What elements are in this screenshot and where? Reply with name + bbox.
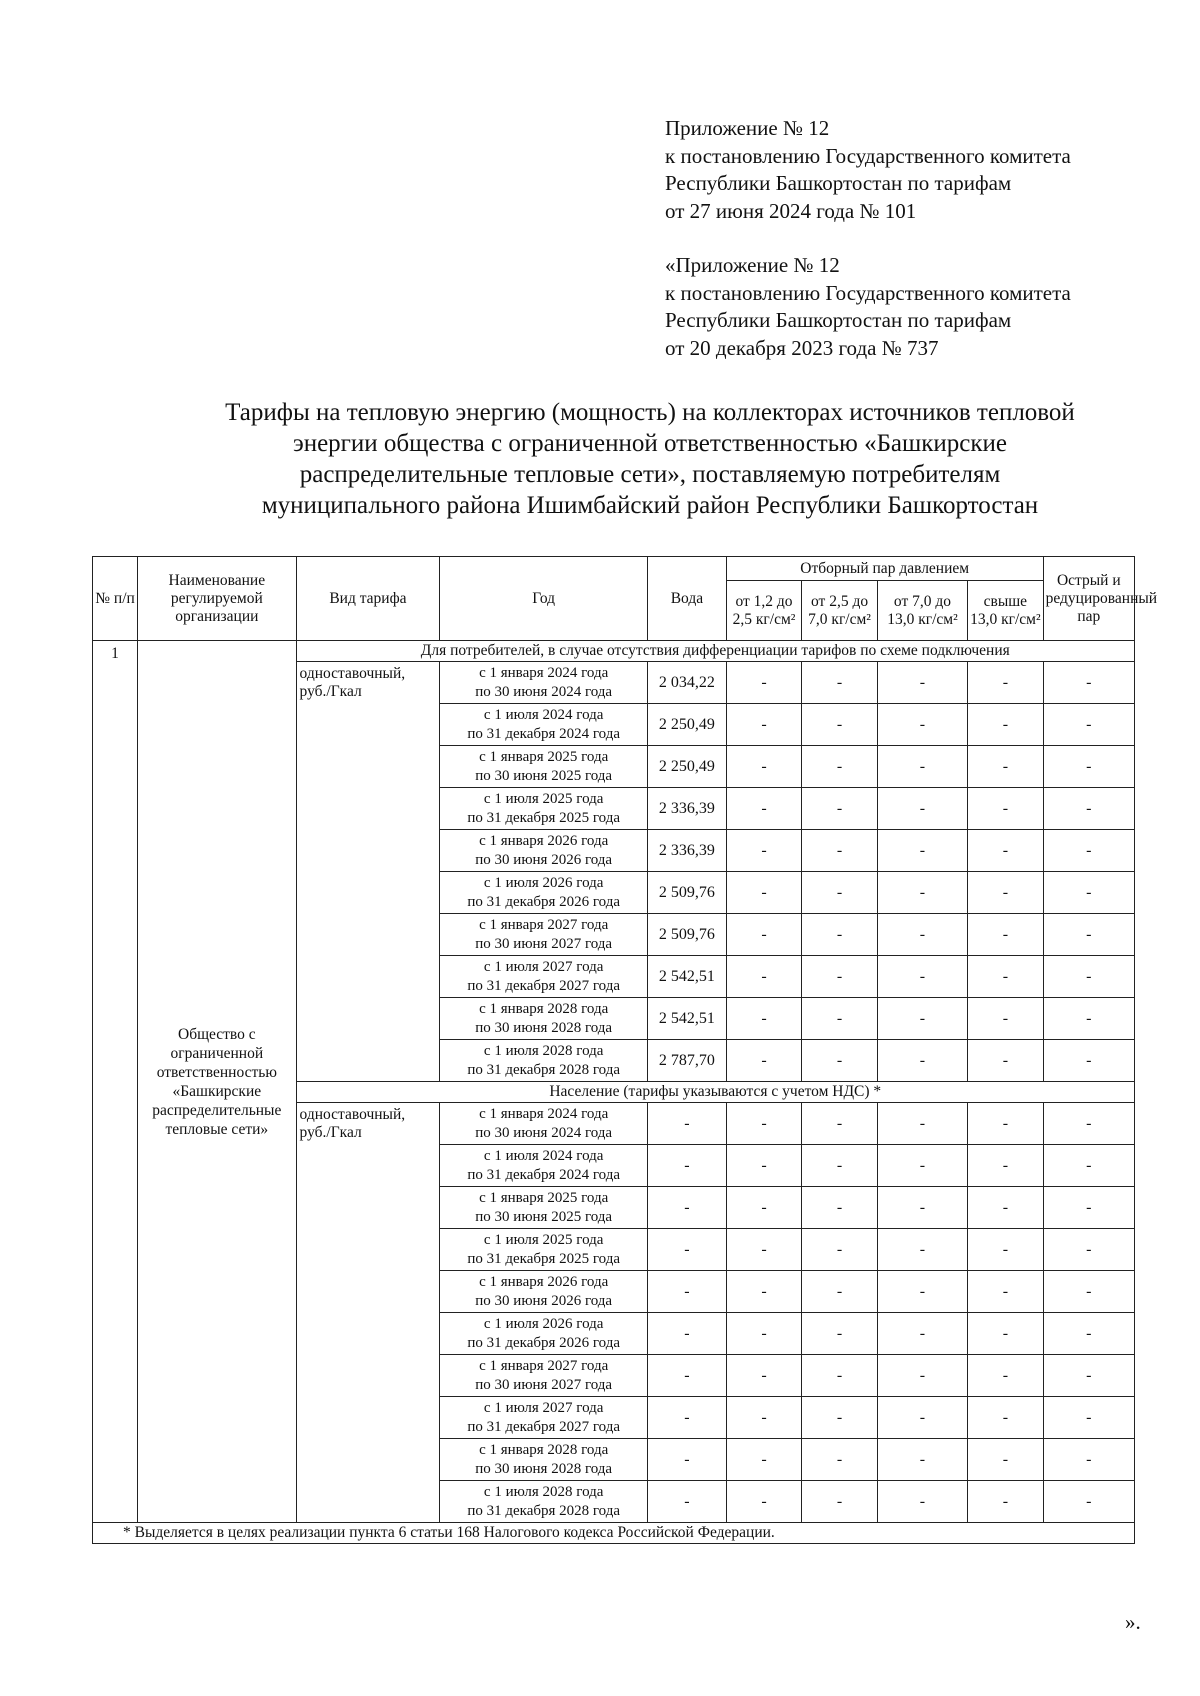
sharp-steam-value-cell: - [1043, 1145, 1134, 1187]
steam-value-cell: - [968, 830, 1044, 872]
sharp-steam-value-cell: - [1043, 872, 1134, 914]
steam-value-cell: - [968, 1481, 1044, 1523]
water-value-cell: - [648, 1481, 727, 1523]
steam-value-cell: - [726, 956, 802, 998]
water-value-cell: - [648, 1187, 727, 1229]
water-value-cell: - [648, 1439, 727, 1481]
period-end: по 30 июня 2026 года [475, 1292, 613, 1309]
steam-value-cell: - [877, 914, 967, 956]
header-steam-2: от 2,5 до 7,0 кг/см² [802, 581, 878, 641]
water-value-cell: - [648, 1145, 727, 1187]
water-value-cell: 2 250,49 [648, 746, 727, 788]
steam-value-cell: - [726, 1145, 802, 1187]
steam-value-cell: - [968, 746, 1044, 788]
water-value-cell: - [648, 1397, 727, 1439]
sharp-steam-value-cell: - [1043, 998, 1134, 1040]
steam-value-cell: - [802, 1439, 878, 1481]
section-label: Для потребителей, в случае отсутствия дифференциации тарифов по схеме подключения [296, 641, 1134, 662]
period-start: с 1 января 2027 года [479, 1357, 609, 1374]
period-cell [440, 1397, 648, 1439]
header-water: Вода [648, 557, 727, 641]
period-cell [440, 830, 648, 872]
appendix-current [665, 115, 1071, 225]
steam-value-cell: - [726, 788, 802, 830]
row-number: 1 [93, 641, 138, 1523]
steam-value-cell: - [877, 830, 967, 872]
steam-value-cell: - [802, 830, 878, 872]
steam-value-cell: - [877, 998, 967, 1040]
title-line: Тарифы на тепловую энергию (мощность) на коллекторах источников тепловой [225, 399, 1075, 426]
period-end: по 30 июня 2028 года [475, 1019, 613, 1036]
period-start: с 1 января 2025 года [479, 748, 609, 765]
footnote: * Выделяется в целях реализации пункта 6 статьи 168 Налогового кодекса Российской Федерации. [93, 1523, 1135, 1544]
period-end: по 31 декабря 2025 года [467, 1250, 621, 1267]
period-end: по 30 июня 2027 года [475, 935, 613, 952]
sharp-steam-value-cell: - [1043, 1103, 1134, 1145]
steam-value-cell: - [802, 1229, 878, 1271]
steam-value-cell: - [877, 746, 967, 788]
header-steam-3: от 7,0 до 13,0 кг/см² [877, 581, 967, 641]
closing-quote: ». [1125, 1610, 1141, 1634]
steam-value-cell: - [726, 1355, 802, 1397]
water-value-cell: - [648, 1313, 727, 1355]
sharp-steam-value-cell: - [1043, 662, 1134, 704]
steam-value-cell: - [877, 788, 967, 830]
tariff-type-cell: одноставочный, руб./Гкал [296, 1103, 440, 1523]
steam-value-cell: - [968, 788, 1044, 830]
period-cell [440, 704, 648, 746]
steam-value-cell: - [877, 1103, 967, 1145]
period-end: по 30 июня 2024 года [475, 1124, 613, 1141]
steam-value-cell: - [968, 1187, 1044, 1229]
period-start: с 1 июля 2027 года [483, 1399, 604, 1416]
steam-value-cell: - [968, 1103, 1044, 1145]
steam-value-cell: - [877, 1145, 967, 1187]
period-cell [440, 746, 648, 788]
period-start: с 1 января 2028 года [479, 1441, 609, 1458]
header-tariff-type: Вид тарифа [296, 557, 440, 641]
document-title [150, 397, 1150, 521]
appendix-line: Республики Башкортостан по тарифам [665, 308, 1012, 332]
period-start: с 1 июля 2024 года [483, 1147, 604, 1164]
steam-value-cell: - [877, 1040, 967, 1082]
steam-value-cell: - [877, 1187, 967, 1229]
sharp-steam-value-cell: - [1043, 704, 1134, 746]
section-header-row [93, 641, 1135, 662]
header-year: Год [440, 557, 648, 641]
steam-value-cell: - [877, 704, 967, 746]
period-start: с 1 января 2026 года [479, 832, 609, 849]
period-start: с 1 января 2024 года [479, 1105, 609, 1122]
sharp-steam-value-cell: - [1043, 1439, 1134, 1481]
period-cell [440, 1271, 648, 1313]
period-end: по 31 декабря 2024 года [467, 1166, 621, 1183]
period-cell [440, 956, 648, 998]
period-end: по 30 июня 2028 года [475, 1460, 613, 1477]
water-value-cell: 2 336,39 [648, 830, 727, 872]
period-cell [440, 1145, 648, 1187]
steam-value-cell: - [726, 830, 802, 872]
period-end: по 30 июня 2025 года [475, 767, 613, 784]
title-line: распределительные тепловые сети», поставляемую потребителям [299, 461, 1001, 488]
steam-value-cell: - [802, 704, 878, 746]
period-cell [440, 1481, 648, 1523]
steam-value-cell: - [726, 872, 802, 914]
sharp-steam-value-cell: - [1043, 1313, 1134, 1355]
appendix-line: от 20 декабря 2023 года № 737 [665, 335, 939, 360]
period-cell [440, 1040, 648, 1082]
steam-value-cell: - [726, 1481, 802, 1523]
sharp-steam-value-cell: - [1043, 1271, 1134, 1313]
tariff-table [92, 556, 1158, 1544]
appendix-line: Приложение № 12 [665, 116, 830, 140]
period-cell [440, 1439, 648, 1481]
header-sharp-steam: Острый и редуцированный пар [1043, 557, 1134, 641]
period-start: с 1 января 2026 года [479, 1273, 609, 1290]
steam-value-cell: - [877, 1481, 967, 1523]
water-value-cell: 2 034,22 [648, 662, 727, 704]
steam-value-cell: - [802, 662, 878, 704]
steam-value-cell: - [968, 1313, 1044, 1355]
steam-value-cell: - [968, 1439, 1044, 1481]
period-start: с 1 июля 2025 года [483, 1231, 604, 1248]
sharp-steam-value-cell: - [1043, 746, 1134, 788]
appendix-line: к постановлению Государственного комитета [665, 143, 1071, 168]
steam-value-cell: - [968, 956, 1044, 998]
steam-value-cell: - [968, 662, 1044, 704]
steam-value-cell: - [877, 1271, 967, 1313]
header-steam-4: свыше 13,0 кг/см² [968, 581, 1044, 641]
steam-value-cell: - [726, 1187, 802, 1229]
steam-value-cell: - [726, 1040, 802, 1082]
title-line: энергии общества с ограниченной ответственностью «Башкирские [292, 430, 1008, 457]
steam-value-cell: - [802, 914, 878, 956]
steam-value-cell: - [726, 1313, 802, 1355]
steam-value-cell: - [877, 1397, 967, 1439]
water-value-cell: - [648, 1271, 727, 1313]
steam-value-cell: - [802, 872, 878, 914]
steam-value-cell: - [802, 746, 878, 788]
sharp-steam-value-cell: - [1043, 1397, 1134, 1439]
steam-value-cell: - [726, 704, 802, 746]
period-end: по 30 июня 2024 года [475, 683, 613, 700]
water-value-cell: 2 542,51 [648, 956, 727, 998]
water-value-cell: 2 542,51 [648, 998, 727, 1040]
steam-value-cell: - [877, 872, 967, 914]
steam-value-cell: - [877, 1229, 967, 1271]
period-cell [440, 872, 648, 914]
period-start: с 1 января 2025 года [479, 1189, 609, 1206]
sharp-steam-value-cell: - [1043, 956, 1134, 998]
sharp-steam-value-cell: - [1043, 1040, 1134, 1082]
steam-value-cell: - [802, 1271, 878, 1313]
steam-value-cell: - [726, 1397, 802, 1439]
period-cell [440, 1187, 648, 1229]
steam-value-cell: - [726, 662, 802, 704]
steam-value-cell: - [968, 1271, 1044, 1313]
water-value-cell: 2 250,49 [648, 704, 727, 746]
sharp-steam-value-cell: - [1043, 914, 1134, 956]
header-steam-group: Отборный пар давлением [726, 557, 1043, 581]
sharp-steam-value-cell: - [1043, 1481, 1134, 1523]
steam-value-cell: - [968, 1229, 1044, 1271]
period-end: по 31 декабря 2025 года [467, 809, 621, 826]
sharp-steam-value-cell: - [1043, 830, 1134, 872]
water-value-cell: 2 509,76 [648, 914, 727, 956]
steam-value-cell: - [802, 998, 878, 1040]
tariff-type-cell: одноставочный, руб./Гкал [296, 662, 440, 1082]
water-value-cell: - [648, 1229, 727, 1271]
steam-value-cell: - [802, 1103, 878, 1145]
water-value-cell: - [648, 1355, 727, 1397]
water-value-cell: 2 509,76 [648, 872, 727, 914]
steam-value-cell: - [726, 1271, 802, 1313]
period-cell [440, 1355, 648, 1397]
steam-value-cell: - [802, 788, 878, 830]
period-start: с 1 июля 2028 года [483, 1042, 604, 1059]
organization-name: Общество с ограниченной ответственностью «Башкирские распределительные тепловые сети» [138, 641, 296, 1523]
period-end: по 31 декабря 2027 года [467, 1418, 621, 1435]
steam-value-cell: - [802, 1397, 878, 1439]
steam-value-cell: - [968, 914, 1044, 956]
water-value-cell: 2 336,39 [648, 788, 727, 830]
header-steam-1: от 1,2 до 2,5 кг/см² [726, 581, 802, 641]
period-start: с 1 января 2024 года [479, 664, 609, 681]
steam-value-cell: - [802, 1187, 878, 1229]
steam-value-cell: - [726, 914, 802, 956]
water-value-cell: 2 787,70 [648, 1040, 727, 1082]
steam-value-cell: - [726, 1229, 802, 1271]
period-cell [440, 1229, 648, 1271]
period-start: с 1 июля 2026 года [483, 1315, 604, 1332]
period-start: с 1 июля 2024 года [483, 706, 604, 723]
steam-value-cell: - [968, 872, 1044, 914]
steam-value-cell: - [968, 1145, 1044, 1187]
period-cell [440, 788, 648, 830]
period-start: с 1 июля 2026 года [483, 874, 604, 891]
steam-value-cell: - [968, 704, 1044, 746]
period-cell [440, 914, 648, 956]
period-end: по 31 декабря 2024 года [467, 725, 621, 742]
sharp-steam-value-cell: - [1043, 1355, 1134, 1397]
period-end: по 30 июня 2026 года [475, 851, 613, 868]
period-start: с 1 июля 2027 года [483, 958, 604, 975]
period-cell [440, 1103, 648, 1145]
period-start: с 1 января 2027 года [479, 916, 609, 933]
period-start: с 1 января 2028 года [479, 1000, 609, 1017]
steam-value-cell: - [802, 1313, 878, 1355]
steam-value-cell: - [877, 1313, 967, 1355]
period-end: по 31 декабря 2027 года [467, 977, 621, 994]
period-end: по 31 декабря 2028 года [467, 1502, 621, 1519]
period-end: по 31 декабря 2028 года [467, 1061, 621, 1078]
sharp-steam-value-cell: - [1043, 788, 1134, 830]
appendix-line: «Приложение № 12 [665, 253, 840, 277]
steam-value-cell: - [877, 1439, 967, 1481]
steam-value-cell: - [802, 1040, 878, 1082]
period-cell [440, 662, 648, 704]
steam-value-cell: - [726, 1439, 802, 1481]
period-end: по 30 июня 2025 года [475, 1208, 613, 1225]
steam-value-cell: - [726, 1103, 802, 1145]
steam-value-cell: - [726, 746, 802, 788]
steam-value-cell: - [877, 1355, 967, 1397]
appendix-previous [665, 252, 1071, 362]
section-label: Население (тарифы указываются с учетом НДС) * [296, 1082, 1134, 1103]
footnote-row [93, 1523, 1135, 1544]
steam-value-cell: - [968, 1040, 1044, 1082]
steam-value-cell: - [802, 956, 878, 998]
title-line: муниципального района Ишимбайский район Республики Башкортостан [261, 492, 1039, 519]
period-end: по 31 декабря 2026 года [467, 893, 621, 910]
period-start: с 1 июля 2025 года [483, 790, 604, 807]
header-org-name: Наименование регулируемой организации [138, 557, 296, 641]
header-num: № п/п [93, 557, 138, 641]
appendix-line: к постановлению Государственного комитета [665, 280, 1071, 305]
steam-value-cell: - [802, 1355, 878, 1397]
period-end: по 31 декабря 2026 года [467, 1334, 621, 1351]
water-value-cell: - [648, 1103, 727, 1145]
period-cell [440, 998, 648, 1040]
steam-value-cell: - [968, 998, 1044, 1040]
steam-value-cell: - [726, 998, 802, 1040]
steam-value-cell: - [802, 1145, 878, 1187]
steam-value-cell: - [877, 662, 967, 704]
appendix-line: Республики Башкортостан по тарифам [665, 171, 1012, 195]
sharp-steam-value-cell: - [1043, 1187, 1134, 1229]
period-start: с 1 июля 2028 года [483, 1483, 604, 1500]
period-end: по 30 июня 2027 года [475, 1376, 613, 1393]
steam-value-cell: - [877, 956, 967, 998]
period-cell [440, 1313, 648, 1355]
steam-value-cell: - [968, 1355, 1044, 1397]
sharp-steam-value-cell: - [1043, 1229, 1134, 1271]
steam-value-cell: - [802, 1481, 878, 1523]
steam-value-cell: - [968, 1397, 1044, 1439]
appendix-line: от 27 июня 2024 года № 101 [665, 198, 917, 223]
